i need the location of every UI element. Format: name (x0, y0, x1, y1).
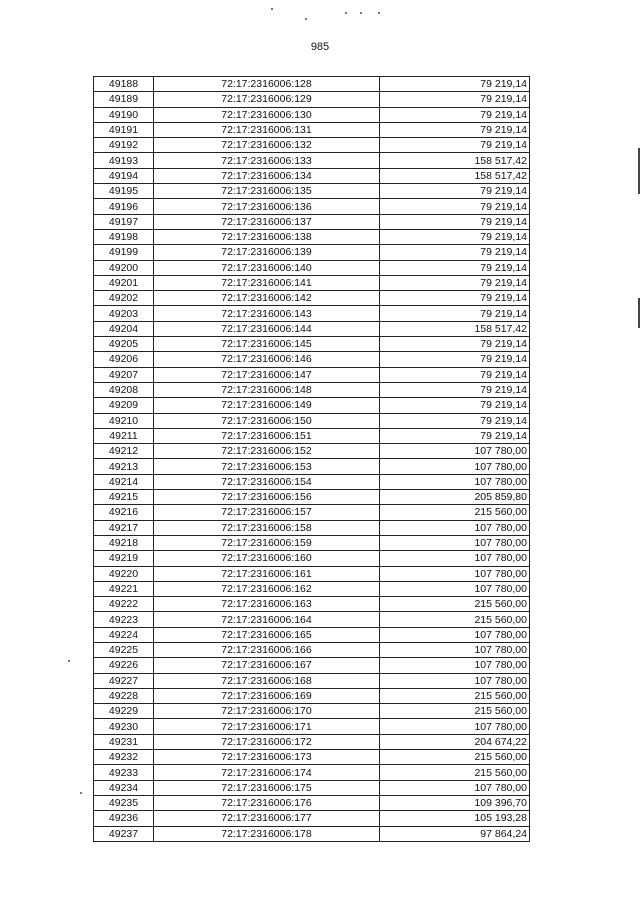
scan-dot (378, 12, 380, 14)
row-number-cell: 49234 (94, 780, 154, 795)
table-row (94, 214, 530, 229)
value-cell: 105 193,28 (380, 811, 530, 826)
cadastral-number-cell: 72:17:2316006:169 (154, 688, 380, 703)
value-cell: 79 219,14 (380, 122, 530, 137)
row-number-cell: 49208 (94, 382, 154, 397)
scan-dot (345, 12, 347, 14)
cadastral-number-cell: 72:17:2316006:146 (154, 352, 380, 367)
table-row (94, 474, 530, 489)
cadastral-number-cell: 72:17:2316006:136 (154, 199, 380, 214)
cadastral-number-cell: 72:17:2316006:178 (154, 826, 380, 841)
value-cell: 79 219,14 (380, 382, 530, 397)
cadastral-number-cell: 72:17:2316006:165 (154, 627, 380, 642)
row-number-cell: 49216 (94, 505, 154, 520)
value-cell: 215 560,00 (380, 765, 530, 780)
row-number-cell: 49204 (94, 321, 154, 336)
value-cell: 107 780,00 (380, 520, 530, 535)
row-number-cell: 49237 (94, 826, 154, 841)
row-number-cell: 49217 (94, 520, 154, 535)
row-number-cell: 49225 (94, 642, 154, 657)
value-cell: 107 780,00 (380, 642, 530, 657)
row-number-cell: 49205 (94, 337, 154, 352)
table-row (94, 505, 530, 520)
cadastral-number-cell: 72:17:2316006:156 (154, 490, 380, 505)
row-number-cell: 49231 (94, 734, 154, 749)
table-row (94, 811, 530, 826)
value-cell: 158 517,42 (380, 168, 530, 183)
value-cell: 215 560,00 (380, 505, 530, 520)
scan-dot (80, 792, 82, 794)
cadastral-number-cell: 72:17:2316006:130 (154, 107, 380, 122)
cadastral-number-cell: 72:17:2316006:150 (154, 413, 380, 428)
cadastral-number-cell: 72:17:2316006:132 (154, 138, 380, 153)
table-row (94, 750, 530, 765)
row-number-cell: 49222 (94, 597, 154, 612)
row-number-cell: 49215 (94, 490, 154, 505)
scan-dot (68, 660, 70, 662)
cadastral-number-cell: 72:17:2316006:147 (154, 367, 380, 382)
table-row (94, 826, 530, 841)
scan-dot (271, 8, 273, 10)
table-row (94, 704, 530, 719)
value-cell: 107 780,00 (380, 673, 530, 688)
value-cell: 107 780,00 (380, 627, 530, 642)
table-row (94, 612, 530, 627)
value-cell: 79 219,14 (380, 214, 530, 229)
value-cell: 109 396,70 (380, 795, 530, 810)
table-row (94, 520, 530, 535)
row-number-cell: 49202 (94, 291, 154, 306)
table-row (94, 92, 530, 107)
row-number-cell: 49198 (94, 229, 154, 244)
table-row (94, 245, 530, 260)
scan-dot (360, 12, 362, 14)
row-number-cell: 49203 (94, 306, 154, 321)
cadastral-number-cell: 72:17:2316006:170 (154, 704, 380, 719)
row-number-cell: 49229 (94, 704, 154, 719)
cadastral-number-cell: 72:17:2316006:176 (154, 795, 380, 810)
row-number-cell: 49214 (94, 474, 154, 489)
cadastral-number-cell: 72:17:2316006:134 (154, 168, 380, 183)
value-cell: 107 780,00 (380, 566, 530, 581)
value-cell: 79 219,14 (380, 92, 530, 107)
cadastral-number-cell: 72:17:2316006:140 (154, 260, 380, 275)
table-row (94, 780, 530, 795)
row-number-cell: 49226 (94, 658, 154, 673)
row-number-cell: 49236 (94, 811, 154, 826)
row-number-cell: 49192 (94, 138, 154, 153)
table-row (94, 413, 530, 428)
value-cell: 158 517,42 (380, 321, 530, 336)
value-cell: 107 780,00 (380, 535, 530, 550)
table-row (94, 367, 530, 382)
value-cell: 79 219,14 (380, 184, 530, 199)
table-row (94, 398, 530, 413)
row-number-cell: 49191 (94, 122, 154, 137)
value-cell: 107 780,00 (380, 551, 530, 566)
value-cell: 215 560,00 (380, 750, 530, 765)
table-row (94, 490, 530, 505)
table-row (94, 566, 530, 581)
value-cell: 205 859,80 (380, 490, 530, 505)
row-number-cell: 49224 (94, 627, 154, 642)
table-row (94, 627, 530, 642)
row-number-cell: 49212 (94, 444, 154, 459)
cadastral-number-cell: 72:17:2316006:162 (154, 581, 380, 596)
table-row (94, 306, 530, 321)
registry-table (93, 76, 530, 842)
cadastral-number-cell: 72:17:2316006:151 (154, 428, 380, 443)
table-row (94, 168, 530, 183)
cadastral-number-cell: 72:17:2316006:153 (154, 459, 380, 474)
cadastral-number-cell: 72:17:2316006:149 (154, 398, 380, 413)
row-number-cell: 49213 (94, 459, 154, 474)
value-cell: 215 560,00 (380, 704, 530, 719)
table-row (94, 459, 530, 474)
value-cell: 107 780,00 (380, 780, 530, 795)
value-cell: 158 517,42 (380, 153, 530, 168)
row-number-cell: 49207 (94, 367, 154, 382)
table-row (94, 291, 530, 306)
cadastral-number-cell: 72:17:2316006:173 (154, 750, 380, 765)
table-row (94, 184, 530, 199)
table-row (94, 337, 530, 352)
cadastral-number-cell: 72:17:2316006:164 (154, 612, 380, 627)
row-number-cell: 49228 (94, 688, 154, 703)
value-cell: 107 780,00 (380, 719, 530, 734)
cadastral-number-cell: 72:17:2316006:144 (154, 321, 380, 336)
cadastral-number-cell: 72:17:2316006:133 (154, 153, 380, 168)
row-number-cell: 49221 (94, 581, 154, 596)
value-cell: 79 219,14 (380, 260, 530, 275)
table-row (94, 321, 530, 336)
value-cell: 79 219,14 (380, 199, 530, 214)
table-row (94, 444, 530, 459)
row-number-cell: 49206 (94, 352, 154, 367)
cadastral-number-cell: 72:17:2316006:154 (154, 474, 380, 489)
table-row (94, 551, 530, 566)
value-cell: 79 219,14 (380, 352, 530, 367)
row-number-cell: 49199 (94, 245, 154, 260)
value-cell: 79 219,14 (380, 229, 530, 244)
cadastral-number-cell: 72:17:2316006:160 (154, 551, 380, 566)
table-row (94, 229, 530, 244)
cadastral-number-cell: 72:17:2316006:159 (154, 535, 380, 550)
value-cell: 107 780,00 (380, 474, 530, 489)
row-number-cell: 49233 (94, 765, 154, 780)
cadastral-number-cell: 72:17:2316006:163 (154, 597, 380, 612)
row-number-cell: 49190 (94, 107, 154, 122)
table-row (94, 581, 530, 596)
cadastral-number-cell: 72:17:2316006:138 (154, 229, 380, 244)
cadastral-number-cell: 72:17:2316006:174 (154, 765, 380, 780)
cadastral-number-cell: 72:17:2316006:157 (154, 505, 380, 520)
table-row (94, 673, 530, 688)
row-number-cell: 49188 (94, 77, 154, 92)
row-number-cell: 49197 (94, 214, 154, 229)
cadastral-number-cell: 72:17:2316006:137 (154, 214, 380, 229)
table-row (94, 688, 530, 703)
row-number-cell: 49230 (94, 719, 154, 734)
value-cell: 107 780,00 (380, 444, 530, 459)
value-cell: 204 674,22 (380, 734, 530, 749)
value-cell: 79 219,14 (380, 428, 530, 443)
cadastral-number-cell: 72:17:2316006:143 (154, 306, 380, 321)
cadastral-number-cell: 72:17:2316006:177 (154, 811, 380, 826)
value-cell: 79 219,14 (380, 398, 530, 413)
value-cell: 79 219,14 (380, 77, 530, 92)
row-number-cell: 49219 (94, 551, 154, 566)
cadastral-number-cell: 72:17:2316006:128 (154, 77, 380, 92)
row-number-cell: 49193 (94, 153, 154, 168)
cadastral-number-cell: 72:17:2316006:168 (154, 673, 380, 688)
row-number-cell: 49227 (94, 673, 154, 688)
value-cell: 79 219,14 (380, 413, 530, 428)
row-number-cell: 49210 (94, 413, 154, 428)
row-number-cell: 49194 (94, 168, 154, 183)
table-row (94, 77, 530, 92)
table-row (94, 138, 530, 153)
cadastral-number-cell: 72:17:2316006:129 (154, 92, 380, 107)
table-body (94, 77, 530, 842)
scan-dot (305, 18, 307, 20)
cadastral-number-cell: 72:17:2316006:135 (154, 184, 380, 199)
value-cell: 107 780,00 (380, 658, 530, 673)
value-cell: 215 560,00 (380, 612, 530, 627)
value-cell: 79 219,14 (380, 138, 530, 153)
cadastral-number-cell: 72:17:2316006:161 (154, 566, 380, 581)
row-number-cell: 49209 (94, 398, 154, 413)
row-number-cell: 49223 (94, 612, 154, 627)
table-row (94, 352, 530, 367)
cadastral-number-cell: 72:17:2316006:131 (154, 122, 380, 137)
row-number-cell: 49211 (94, 428, 154, 443)
value-cell: 79 219,14 (380, 245, 530, 260)
table-row (94, 734, 530, 749)
table-row (94, 535, 530, 550)
cadastral-number-cell: 72:17:2316006:139 (154, 245, 380, 260)
cadastral-number-cell: 72:17:2316006:152 (154, 444, 380, 459)
table-row (94, 122, 530, 137)
row-number-cell: 49195 (94, 184, 154, 199)
row-number-cell: 49232 (94, 750, 154, 765)
table-row (94, 765, 530, 780)
table-row (94, 153, 530, 168)
value-cell: 79 219,14 (380, 291, 530, 306)
row-number-cell: 49235 (94, 795, 154, 810)
row-number-cell: 49196 (94, 199, 154, 214)
cadastral-number-cell: 72:17:2316006:167 (154, 658, 380, 673)
page-number: 985 (310, 41, 330, 53)
row-number-cell: 49220 (94, 566, 154, 581)
cadastral-number-cell: 72:17:2316006:171 (154, 719, 380, 734)
value-cell: 107 780,00 (380, 459, 530, 474)
table-row (94, 260, 530, 275)
value-cell: 215 560,00 (380, 597, 530, 612)
table-row (94, 658, 530, 673)
table-row (94, 642, 530, 657)
cadastral-number-cell: 72:17:2316006:141 (154, 275, 380, 290)
value-cell: 215 560,00 (380, 688, 530, 703)
table-row (94, 597, 530, 612)
value-cell: 79 219,14 (380, 337, 530, 352)
cadastral-number-cell: 72:17:2316006:166 (154, 642, 380, 657)
value-cell: 97 864,24 (380, 826, 530, 841)
row-number-cell: 49200 (94, 260, 154, 275)
cadastral-number-cell: 72:17:2316006:158 (154, 520, 380, 535)
row-number-cell: 49189 (94, 92, 154, 107)
row-number-cell: 49201 (94, 275, 154, 290)
cadastral-number-cell: 72:17:2316006:175 (154, 780, 380, 795)
table-row (94, 199, 530, 214)
cadastral-number-cell: 72:17:2316006:172 (154, 734, 380, 749)
cadastral-number-cell: 72:17:2316006:145 (154, 337, 380, 352)
value-cell: 79 219,14 (380, 275, 530, 290)
value-cell: 79 219,14 (380, 306, 530, 321)
table-row (94, 795, 530, 810)
table-row (94, 719, 530, 734)
table-row (94, 107, 530, 122)
table-row (94, 275, 530, 290)
table-row (94, 428, 530, 443)
value-cell: 107 780,00 (380, 581, 530, 596)
table-row (94, 382, 530, 397)
value-cell: 79 219,14 (380, 367, 530, 382)
cadastral-number-cell: 72:17:2316006:142 (154, 291, 380, 306)
cadastral-number-cell: 72:17:2316006:148 (154, 382, 380, 397)
row-number-cell: 49218 (94, 535, 154, 550)
value-cell: 79 219,14 (380, 107, 530, 122)
